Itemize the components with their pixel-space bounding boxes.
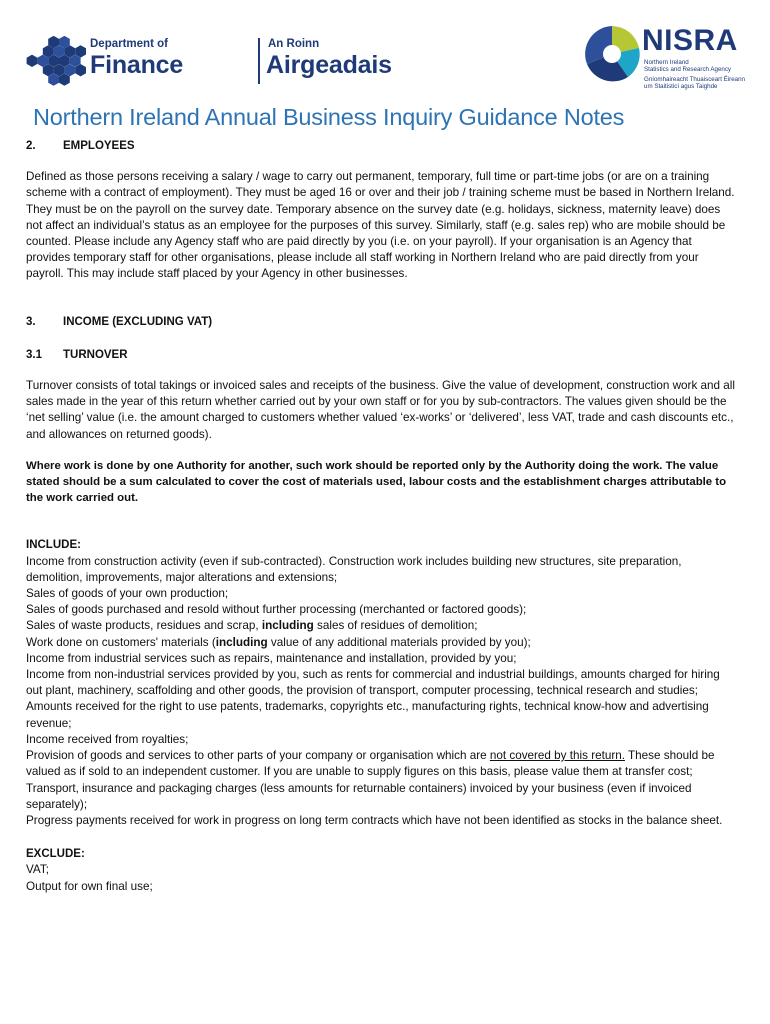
- nisra-pie-icon: [584, 24, 640, 84]
- text: sales of residues of demolition;: [313, 619, 478, 633]
- income-heading: [26, 314, 736, 330]
- section-title: EMPLOYEES: [63, 140, 135, 152]
- include-item: [26, 748, 736, 780]
- section-title: TURNOVER: [63, 348, 128, 361]
- text: Sales of waste products, residues and scrap,: [26, 619, 262, 633]
- text: Work done on customers' materials (: [26, 635, 216, 649]
- include-heading: INCLUDE:: [26, 539, 81, 552]
- emphasis: including: [215, 635, 268, 649]
- include-item: Progress payments received for work in progress on long term contracts which have not been identified as stocks in the balance sheet.: [26, 813, 723, 827]
- employees-paragraph: Defined as those persons receiving a salary / wage to carry out permanent, temporary, full time or part-time jobs (or are on a training scheme with a contract of employment). They must be aged 16 or over and their job / training scheme must be based in Northern Ireland. They must be on the payroll on the survey date. Temporary absence on the survey date (e.g. holidays, sickness, maternity leave) does not affect an individual’s status as an employee for the purposes of this survey. Similarly, staff (e.g. sales rep) who are mobile should be counted. Please include any Agency staff who are paid directly by you (i.e. on your payroll). If your organisation is an Agency that provides temporary staff for other organisations, please include all staff working in Northern Ireland who are paid directly from your payroll. This may include staff placed by your Agency in other businesses.: [26, 170, 735, 281]
- turnover-heading: [26, 347, 736, 363]
- nisra-wordmark: NISRA: [642, 24, 738, 57]
- nisra-logo: [584, 22, 754, 96]
- include-item: Income from industrial services such as repairs, maintenance and installation, provided by you;: [26, 651, 517, 665]
- section-number: 2.: [26, 140, 36, 152]
- nisra-sub4: um Staitisticí agus Taighde: [644, 83, 718, 90]
- dof-irish2: Airgeadais: [266, 51, 392, 79]
- include-item: Income from construction activity (even if sub-contracted). Construction work includes building new structures, site preparation, demolition, improvements, major alterations and extensions;: [26, 554, 682, 584]
- section-number: 3.: [26, 315, 36, 328]
- exclude-item: VAT;: [26, 863, 49, 877]
- finance-hexagon-icon: [26, 36, 86, 92]
- exclude-heading: EXCLUDE:: [26, 848, 85, 861]
- emphasis: including: [261, 619, 314, 633]
- nisra-sub3: Gníomhaireacht Thuaisceart Éireann: [644, 76, 746, 83]
- include-item: Amounts received for the right to use patents, trademarks, copyrights etc., manufacturing rights, technical know-how and advertising revenue;: [26, 700, 709, 730]
- authority-note: Where work is done by one Authority for another, such work should be reported only by the Authority doing the work. The value stated should be a sum calculated to cover the cost of materials used, labour costs and the establishment charges attributable to the work carried out.: [26, 459, 727, 505]
- nisra-sub2: Statistics and Research Agency: [644, 66, 732, 73]
- dof-line1: Department of: [90, 38, 168, 50]
- hexagon-cell: [27, 55, 38, 67]
- include-item: [26, 618, 736, 634]
- document-body: [26, 138, 736, 895]
- logo-divider: [258, 38, 260, 84]
- include-item: Transport, insurance and packaging charges (less amounts for returnable containers) invoiced by your business (even if invoiced separately);: [26, 781, 692, 811]
- exclude-item: Output for own final use;: [26, 879, 153, 893]
- section-number: 3.1: [26, 348, 42, 361]
- text: value of any additional materials provided by you);: [267, 635, 531, 649]
- text: These should be valued as if sold to an independent customer. If you are unable to supply figures on this basis, please value them at transfer cost;: [26, 749, 715, 779]
- employees-heading: [26, 138, 736, 154]
- underlined-text: not covered by this return.: [489, 749, 625, 763]
- include-item: Sales of goods of your own production;: [26, 587, 229, 601]
- page-title: Northern Ireland Annual Business Inquiry Guidance Notes: [33, 104, 625, 130]
- dof-irish1: An Roinn: [268, 38, 320, 50]
- turnover-paragraph: Turnover consists of total takings or invoiced sales and receipts of the business. Give the value of development, construction work and all sales made in the year of this return whether carried out by your own staff or for you by sub-contractors. The values given should be the ‘net selling’ value (i.e. the amount charged to customers whether valued ‘ex-works’ or ‘delivered’, less VAT, trade and cash discounts etc., and allowances on returned goods).: [26, 379, 735, 441]
- include-item: [26, 635, 736, 651]
- include-item: Income received from royalties;: [26, 732, 189, 746]
- text: Provision of goods and services to other parts of your company or organisation which are: [26, 749, 490, 763]
- include-item: Sales of goods purchased and resold without further processing (merchanted or factored goods);: [26, 603, 527, 617]
- include-item: Income from non-industrial services provided by you, such as rents for commercial and industrial buildings, amounts charged for hiring out plant, machinery, scaffolding and other goods, the provision of transport, computer processing, technical research and studies;: [26, 668, 720, 698]
- dof-line2: Finance: [90, 51, 184, 79]
- department-of-finance-logo: [26, 36, 392, 92]
- section-title: INCOME (EXCLUDING VAT): [63, 315, 213, 328]
- nisra-sub1: Northern Ireland: [644, 59, 689, 66]
